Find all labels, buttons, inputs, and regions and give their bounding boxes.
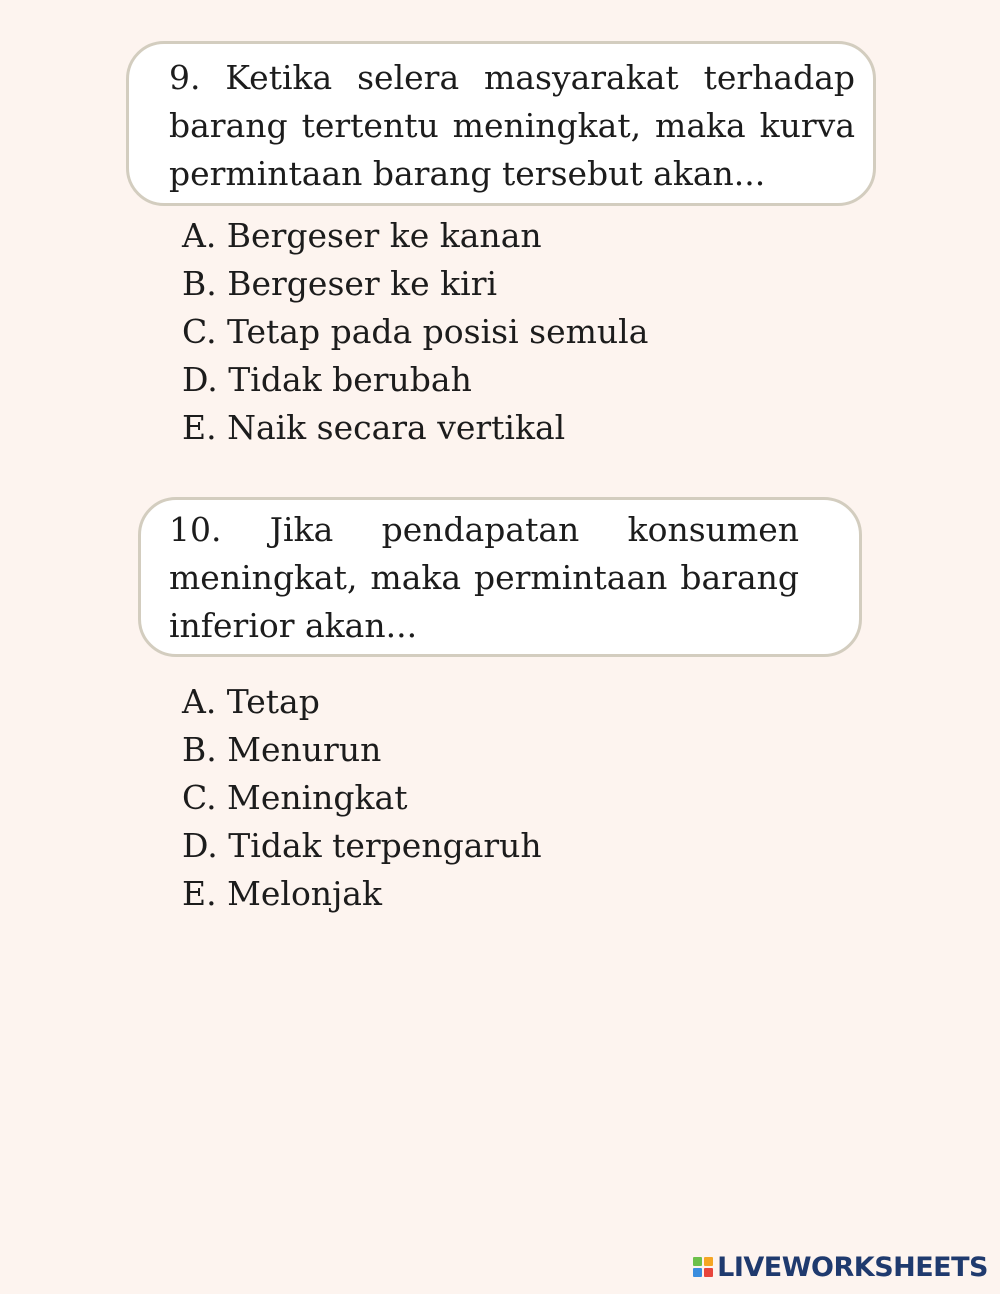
question-10-options [182,678,542,918]
liveworksheets-logo-icon [693,1257,713,1277]
option-10-c: C. Meningkat [182,778,408,817]
brand-name: LIVEWORKSHEETS [717,1251,988,1283]
question-9-text: 9. Ketika selera masyarakat terhadap barang tertentu meningkat, maka kurva permintaan barang tersebut akan... [169,58,855,193]
option-10-a: A. Tetap [182,682,320,721]
option-9-e: E. Naik secara vertikal [182,408,566,447]
option-9-c: C. Tetap pada posisi semula [182,312,649,351]
question-9-options [182,212,648,452]
option-10-d: D. Tidak terpengaruh [182,826,542,865]
liveworksheets-brand [693,1250,988,1284]
question-9-box [126,41,876,206]
question-10-text: 10. Jika pendapatan konsumen meningkat, maka permintaan barang inferior akan... [169,510,799,645]
option-10-e: E. Melonjak [182,874,382,913]
option-9-d: D. Tidak berubah [182,360,472,399]
option-9-b: B. Bergeser ke kiri [182,264,498,303]
option-9-a: A. Bergeser ke kanan [182,216,542,255]
question-10-box [138,497,862,657]
option-10-b: B. Menurun [182,730,382,769]
